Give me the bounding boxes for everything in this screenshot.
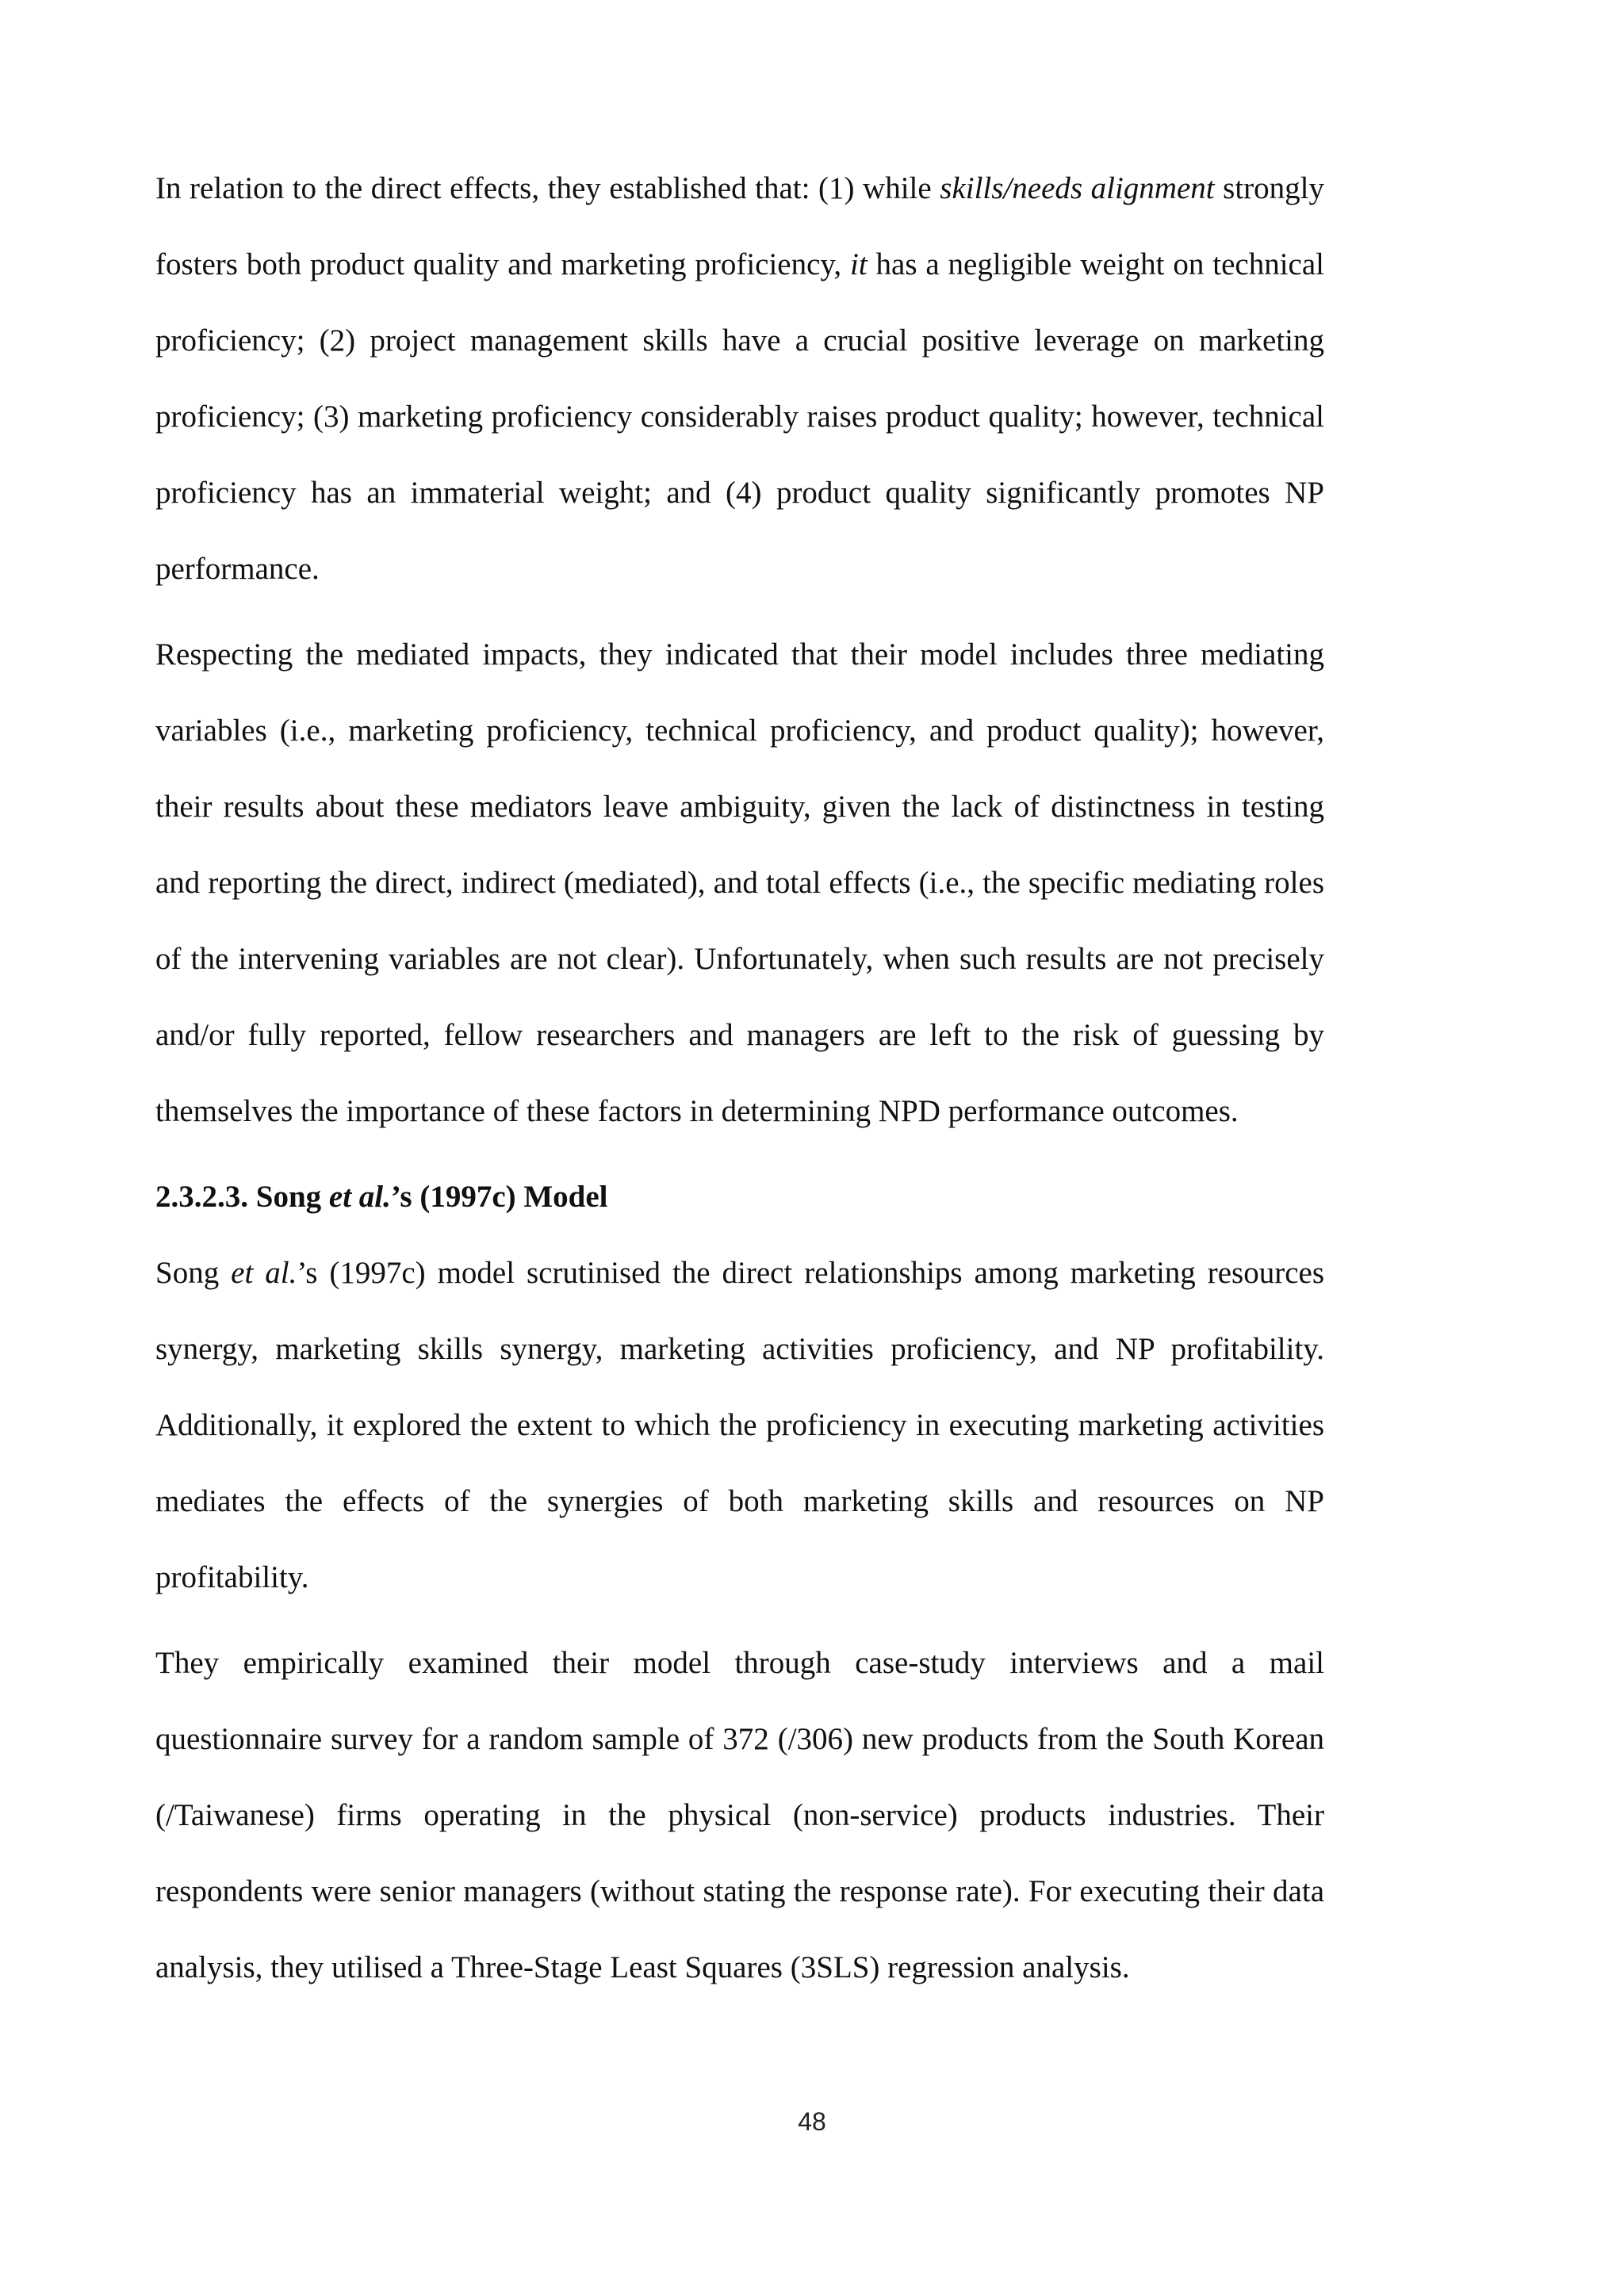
page-number: 48 — [798, 2107, 826, 2136]
page-body — [155, 151, 1324, 2006]
text-run: ’s (1997c) model scrutinised the direct relationships among marketing resources synergy, marketing skills synergy, marketing activities proficiency, and NP profitability. Additionally, it explored the extent to which the proficiency in executing marketing activities mediates the effects of the synergies of both marketing skills and resources on NP profitability. — [155, 1256, 1324, 1594]
text-run-italic: et al. — [231, 1256, 297, 1290]
heading-run: ’s (1997c) Model — [390, 1180, 608, 1214]
text-run: has a negligible weight on technical proficiency; (2) project management skills have a crucial positive leverage on marketing proficiency; (3) marketing proficiency considerably raises product quality; however, technical proficiency has an immaterial weight; and (4) product quality significantly promotes NP performance. — [155, 247, 1324, 586]
text-run: Respecting the mediated impacts, they indicated that their model includes three mediating variables (i.e., marketing proficiency, technical proficiency, and product quality); however, their results about these mediators leave ambiguity, given the lack of distinctness in testing and reporting the direct, indirect (mediated), and total effects (i.e., the specific mediating roles of the intervening variables are not clear). Unfortunately, when such results are not precisely and/or fully reported, fellow researchers and managers are left to the risk of guessing by themselves the importance of these factors in determining NPD performance outcomes. — [155, 637, 1324, 1128]
heading-run: 2.3.2.3. Song — [155, 1180, 329, 1214]
paragraph-direct-effects — [155, 151, 1324, 607]
text-run: strongly fosters both product quality and marketing proficiency, — [155, 171, 1324, 281]
paragraph-mediated-impacts — [155, 617, 1324, 1150]
paragraph-empirical-examination — [155, 1625, 1324, 2006]
text-run-italic: skills/needs alignment — [940, 171, 1215, 205]
heading-run-italic: et al. — [328, 1180, 391, 1214]
section-heading — [155, 1159, 1324, 1235]
paragraph-song-model — [155, 1235, 1324, 1616]
text-run: In relation to the direct effects, they established that: (1) while — [155, 171, 940, 205]
text-run: They empirically examined their model through case-study interviews and a mail questionnaire survey for a random sample of 372 (/306) new products from the South Korean (/Taiwanese) firms operating in the physical (non-service) products industries. Their respondents were senior managers (without stating the response rate). For executing their data analysis, they utilised a Three-Stage Least Squares (3SLS) regression analysis. — [155, 1646, 1324, 1984]
text-run: Song — [155, 1256, 232, 1290]
text-run-italic: it — [850, 247, 868, 281]
